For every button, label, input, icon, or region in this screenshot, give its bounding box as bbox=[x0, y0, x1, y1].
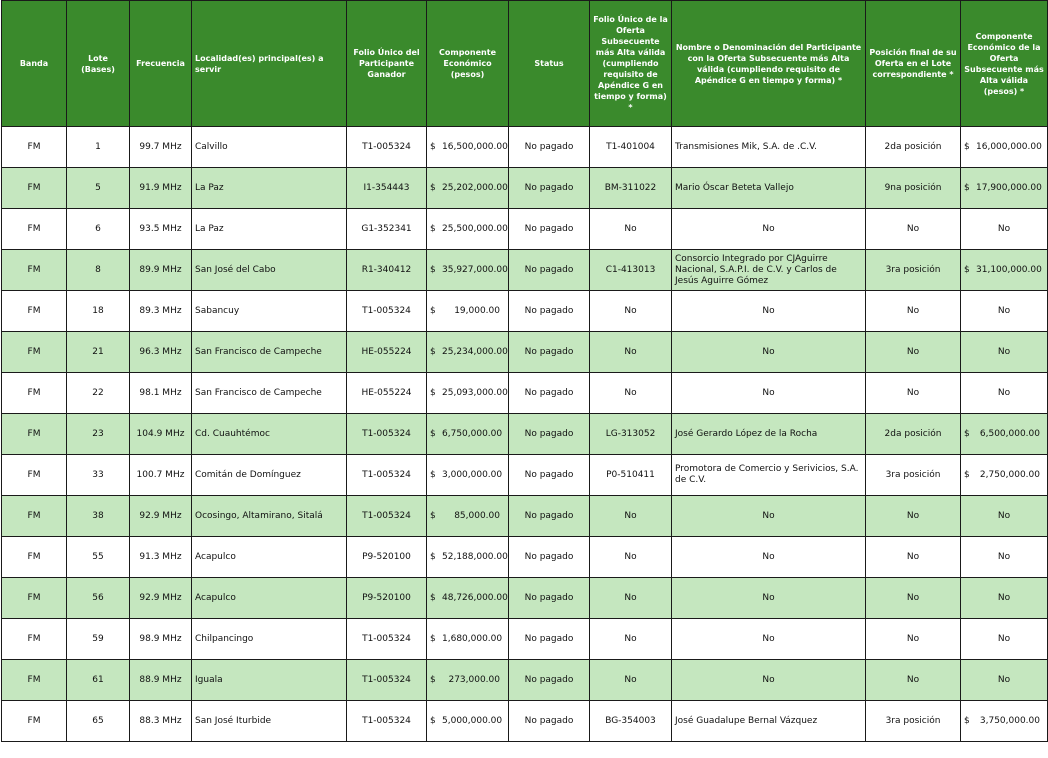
table-row bbox=[2, 168, 1048, 209]
currency-symbol: $ bbox=[964, 469, 970, 480]
cell-localidad: San Francisco de Campeche bbox=[192, 373, 347, 414]
cell-lote: 5 bbox=[67, 168, 130, 209]
cell-folio-oferta-subsecuente: No bbox=[590, 537, 672, 578]
amount-value: 6,500,000.00 bbox=[979, 428, 1040, 439]
cell-banda: FM bbox=[2, 127, 67, 168]
header-folio-ganador: Folio Único del Participante Ganador bbox=[347, 1, 427, 127]
cell-folio-ganador: P9-520100 bbox=[347, 578, 427, 619]
cell-frecuencia: 88.9 MHz bbox=[130, 660, 192, 701]
amount-value: 6,750,000.00 bbox=[442, 428, 503, 439]
cell-frecuencia: 92.9 MHz bbox=[130, 496, 192, 537]
currency-symbol: $ bbox=[430, 633, 436, 644]
cell-frecuencia: 88.3 MHz bbox=[130, 701, 192, 742]
currency-symbol: $ bbox=[430, 428, 436, 439]
cell-lote: 1 bbox=[67, 127, 130, 168]
cell-folio-ganador: P9-520100 bbox=[347, 537, 427, 578]
currency-symbol: $ bbox=[430, 387, 436, 398]
amount-value: 31,100,000.00 bbox=[976, 264, 1042, 275]
amount-value: 16,000,000.00 bbox=[976, 141, 1042, 152]
cell-frecuencia: 89.3 MHz bbox=[130, 291, 192, 332]
cell-folio-ganador: T1-005324 bbox=[347, 414, 427, 455]
header-banda: Banda bbox=[2, 1, 67, 127]
cell-folio-ganador: T1-005324 bbox=[347, 291, 427, 332]
cell-localidad: Calvillo bbox=[192, 127, 347, 168]
cell-banda: FM bbox=[2, 168, 67, 209]
cell-nombre-participante: No bbox=[672, 537, 866, 578]
cell-componente-economico bbox=[427, 578, 509, 619]
cell-lote: 23 bbox=[67, 414, 130, 455]
cell-lote: 22 bbox=[67, 373, 130, 414]
currency-symbol: $ bbox=[430, 305, 436, 316]
header-lote: Lote (Bases) bbox=[67, 1, 130, 127]
cell-lote: 38 bbox=[67, 496, 130, 537]
cell-folio-ganador: T1-005324 bbox=[347, 455, 427, 496]
cell-banda: FM bbox=[2, 701, 67, 742]
cell-status: No pagado bbox=[509, 619, 590, 660]
cell-banda: FM bbox=[2, 250, 67, 291]
currency-symbol: $ bbox=[430, 674, 436, 685]
cell-posicion-final: No bbox=[866, 619, 961, 660]
cell-banda: FM bbox=[2, 209, 67, 250]
cell-componente-economico bbox=[427, 168, 509, 209]
cell-folio-ganador: G1-352341 bbox=[347, 209, 427, 250]
cell-posicion-final: No bbox=[866, 660, 961, 701]
cell-componente-economico bbox=[427, 414, 509, 455]
cell-localidad: Cd. Cuauhtémoc bbox=[192, 414, 347, 455]
header-localidad: Localidad(es) principal(es) a servir bbox=[192, 1, 347, 127]
cell-nombre-participante: No bbox=[672, 496, 866, 537]
cell-lote: 18 bbox=[67, 291, 130, 332]
amount-value: 16,500,000.00 bbox=[442, 141, 508, 152]
cell-localidad: Comitán de Domínguez bbox=[192, 455, 347, 496]
cell-posicion-final: No bbox=[866, 291, 961, 332]
header-frecuencia: Frecuencia bbox=[130, 1, 192, 127]
cell-nombre-participante: Transmisiones Mik, S.A. de .C.V. bbox=[672, 127, 866, 168]
cell-localidad: San José Iturbide bbox=[192, 701, 347, 742]
cell-folio-ganador: HE-055224 bbox=[347, 373, 427, 414]
cell-lote: 59 bbox=[67, 619, 130, 660]
cell-frecuencia: 98.9 MHz bbox=[130, 619, 192, 660]
currency-symbol: $ bbox=[430, 223, 436, 234]
cell-nombre-participante: José Guadalupe Bernal Vázquez bbox=[672, 701, 866, 742]
cell-status: No pagado bbox=[509, 578, 590, 619]
cell-frecuencia: 93.5 MHz bbox=[130, 209, 192, 250]
cell-banda: FM bbox=[2, 455, 67, 496]
cell-componente-subsecuente bbox=[961, 168, 1048, 209]
amount-value: 2,750,000.00 bbox=[979, 469, 1040, 480]
cell-nombre-participante: No bbox=[672, 332, 866, 373]
cell-componente-subsecuente: No bbox=[961, 209, 1048, 250]
cell-lote: 65 bbox=[67, 701, 130, 742]
cell-folio-oferta-subsecuente: C1-413013 bbox=[590, 250, 672, 291]
cell-componente-subsecuente: No bbox=[961, 660, 1048, 701]
cell-localidad: San Francisco de Campeche bbox=[192, 332, 347, 373]
currency-symbol: $ bbox=[964, 264, 970, 275]
cell-lote: 55 bbox=[67, 537, 130, 578]
cell-componente-economico bbox=[427, 537, 509, 578]
cell-folio-ganador: R1-340412 bbox=[347, 250, 427, 291]
cell-status: No pagado bbox=[509, 332, 590, 373]
cell-folio-oferta-subsecuente: LG-313052 bbox=[590, 414, 672, 455]
cell-componente-subsecuente bbox=[961, 455, 1048, 496]
cell-componente-economico bbox=[427, 373, 509, 414]
table-row bbox=[2, 332, 1048, 373]
cell-posicion-final: 9na posición bbox=[866, 168, 961, 209]
cell-nombre-participante: No bbox=[672, 660, 866, 701]
cell-componente-subsecuente: No bbox=[961, 373, 1048, 414]
cell-posicion-final: 3ra posición bbox=[866, 250, 961, 291]
cell-componente-economico bbox=[427, 701, 509, 742]
table-row bbox=[2, 660, 1048, 701]
cell-status: No pagado bbox=[509, 414, 590, 455]
cell-componente-economico bbox=[427, 332, 509, 373]
cell-componente-subsecuente: No bbox=[961, 619, 1048, 660]
cell-nombre-participante: No bbox=[672, 619, 866, 660]
cell-posicion-final: 2da posición bbox=[866, 127, 961, 168]
cell-componente-economico bbox=[427, 250, 509, 291]
currency-symbol: $ bbox=[964, 715, 970, 726]
table-row bbox=[2, 701, 1048, 742]
cell-status: No pagado bbox=[509, 291, 590, 332]
cell-componente-subsecuente: No bbox=[961, 496, 1048, 537]
amount-value: 5,000,000.00 bbox=[442, 715, 503, 726]
cell-folio-oferta-subsecuente: No bbox=[590, 619, 672, 660]
table-row bbox=[2, 496, 1048, 537]
cell-posicion-final: No bbox=[866, 578, 961, 619]
cell-componente-economico bbox=[427, 291, 509, 332]
cell-nombre-participante: No bbox=[672, 291, 866, 332]
amount-value: 273,000.00 bbox=[448, 674, 500, 685]
cell-status: No pagado bbox=[509, 496, 590, 537]
cell-folio-oferta-subsecuente: No bbox=[590, 660, 672, 701]
cell-status: No pagado bbox=[509, 373, 590, 414]
cell-localidad: La Paz bbox=[192, 168, 347, 209]
cell-banda: FM bbox=[2, 660, 67, 701]
cell-frecuencia: 91.9 MHz bbox=[130, 168, 192, 209]
cell-folio-ganador: T1-005324 bbox=[347, 496, 427, 537]
currency-symbol: $ bbox=[430, 182, 436, 193]
cell-lote: 21 bbox=[67, 332, 130, 373]
amount-value: 25,202,000.00 bbox=[442, 182, 508, 193]
cell-folio-oferta-subsecuente: BG-354003 bbox=[590, 701, 672, 742]
currency-symbol: $ bbox=[964, 182, 970, 193]
currency-symbol: $ bbox=[964, 428, 970, 439]
amount-value: 17,900,000.00 bbox=[976, 182, 1042, 193]
cell-nombre-participante: José Gerardo López de la Rocha bbox=[672, 414, 866, 455]
cell-status: No pagado bbox=[509, 455, 590, 496]
cell-banda: FM bbox=[2, 537, 67, 578]
amount-value: 52,188,000.00 bbox=[442, 551, 508, 562]
cell-folio-oferta-subsecuente: No bbox=[590, 291, 672, 332]
cell-localidad: La Paz bbox=[192, 209, 347, 250]
cell-status: No pagado bbox=[509, 701, 590, 742]
cell-frecuencia: 91.3 MHz bbox=[130, 537, 192, 578]
cell-lote: 8 bbox=[67, 250, 130, 291]
cell-lote: 61 bbox=[67, 660, 130, 701]
table-row bbox=[2, 619, 1048, 660]
table-body bbox=[2, 127, 1048, 742]
header-componente-economico: Componente Económico (pesos) bbox=[427, 1, 509, 127]
cell-folio-oferta-subsecuente: P0-510411 bbox=[590, 455, 672, 496]
cell-componente-economico bbox=[427, 209, 509, 250]
amount-value: 25,234,000.00 bbox=[442, 346, 508, 357]
cell-componente-economico bbox=[427, 455, 509, 496]
cell-posicion-final: No bbox=[866, 537, 961, 578]
cell-componente-subsecuente bbox=[961, 250, 1048, 291]
cell-folio-oferta-subsecuente: No bbox=[590, 209, 672, 250]
cell-folio-ganador: HE-055224 bbox=[347, 332, 427, 373]
cell-folio-oferta-subsecuente: No bbox=[590, 578, 672, 619]
cell-componente-subsecuente: No bbox=[961, 578, 1048, 619]
cell-componente-subsecuente: No bbox=[961, 537, 1048, 578]
cell-posicion-final: No bbox=[866, 373, 961, 414]
cell-frecuencia: 104.9 MHz bbox=[130, 414, 192, 455]
cell-localidad: San José del Cabo bbox=[192, 250, 347, 291]
table-row bbox=[2, 250, 1048, 291]
table-row bbox=[2, 291, 1048, 332]
cell-posicion-final: 3ra posición bbox=[866, 455, 961, 496]
cell-localidad: Chilpancingo bbox=[192, 619, 347, 660]
header-nombre-participante: Nombre o Denominación del Participante con la Oferta Subsecuente más Alta válida (cumpliendo requisito de Apéndice G en tiempo y forma) * bbox=[672, 1, 866, 127]
cell-status: No pagado bbox=[509, 209, 590, 250]
cell-nombre-participante: No bbox=[672, 373, 866, 414]
table-row bbox=[2, 209, 1048, 250]
currency-symbol: $ bbox=[430, 264, 436, 275]
cell-folio-oferta-subsecuente: No bbox=[590, 332, 672, 373]
table-row bbox=[2, 127, 1048, 168]
cell-frecuencia: 98.1 MHz bbox=[130, 373, 192, 414]
cell-posicion-final: 2da posición bbox=[866, 414, 961, 455]
cell-componente-economico bbox=[427, 619, 509, 660]
results-table bbox=[1, 0, 1048, 742]
cell-nombre-participante: Mario Óscar Beteta Vallejo bbox=[672, 168, 866, 209]
cell-banda: FM bbox=[2, 332, 67, 373]
cell-banda: FM bbox=[2, 496, 67, 537]
cell-banda: FM bbox=[2, 619, 67, 660]
header-componente-subsecuente: Componente Económico de la Oferta Subsecuente más Alta válida (pesos) * bbox=[961, 1, 1048, 127]
currency-symbol: $ bbox=[430, 141, 436, 152]
cell-folio-oferta-subsecuente: No bbox=[590, 373, 672, 414]
cell-status: No pagado bbox=[509, 250, 590, 291]
table-row bbox=[2, 455, 1048, 496]
cell-banda: FM bbox=[2, 291, 67, 332]
cell-posicion-final: No bbox=[866, 332, 961, 373]
cell-componente-economico bbox=[427, 127, 509, 168]
currency-symbol: $ bbox=[430, 346, 436, 357]
amount-value: 35,927,000.00 bbox=[442, 264, 508, 275]
cell-localidad: Iguala bbox=[192, 660, 347, 701]
cell-nombre-participante: No bbox=[672, 578, 866, 619]
cell-frecuencia: 99.7 MHz bbox=[130, 127, 192, 168]
cell-localidad: Ocosingo, Altamirano, Sitalá bbox=[192, 496, 347, 537]
cell-nombre-participante: Consorcio Integrado por CJAguirre Nacional, S.A.P.I. de C.V. y Carlos de Jesús Aguirre Gómez bbox=[672, 250, 866, 291]
cell-status: No pagado bbox=[509, 537, 590, 578]
cell-banda: FM bbox=[2, 578, 67, 619]
cell-componente-subsecuente: No bbox=[961, 291, 1048, 332]
cell-componente-subsecuente bbox=[961, 414, 1048, 455]
table-row bbox=[2, 578, 1048, 619]
amount-value: 25,500,000.00 bbox=[442, 223, 508, 234]
cell-posicion-final: 3ra posición bbox=[866, 701, 961, 742]
amount-value: 85,000.00 bbox=[454, 510, 500, 521]
cell-localidad: Sabancuy bbox=[192, 291, 347, 332]
cell-localidad: Acapulco bbox=[192, 537, 347, 578]
cell-folio-ganador: I1-354443 bbox=[347, 168, 427, 209]
amount-value: 3,750,000.00 bbox=[979, 715, 1040, 726]
cell-localidad: Acapulco bbox=[192, 578, 347, 619]
cell-folio-ganador: T1-005324 bbox=[347, 619, 427, 660]
cell-lote: 56 bbox=[67, 578, 130, 619]
currency-symbol: $ bbox=[430, 592, 436, 603]
cell-folio-ganador: T1-005324 bbox=[347, 660, 427, 701]
cell-folio-oferta-subsecuente: No bbox=[590, 496, 672, 537]
cell-lote: 6 bbox=[67, 209, 130, 250]
currency-symbol: $ bbox=[430, 551, 436, 562]
cell-status: No pagado bbox=[509, 127, 590, 168]
cell-frecuencia: 89.9 MHz bbox=[130, 250, 192, 291]
table-row bbox=[2, 414, 1048, 455]
currency-symbol: $ bbox=[430, 469, 436, 480]
cell-componente-economico bbox=[427, 496, 509, 537]
header-folio-oferta-subsecuente: Folio Único de la Oferta Subsecuente más Alta válida (cumpliendo requisito de Apéndice G en tiempo y forma) * bbox=[590, 1, 672, 127]
cell-posicion-final: No bbox=[866, 496, 961, 537]
cell-componente-subsecuente bbox=[961, 701, 1048, 742]
amount-value: 25,093,000.00 bbox=[442, 387, 508, 398]
cell-nombre-participante: Promotora de Comercio y Serivicios, S.A. de C.V. bbox=[672, 455, 866, 496]
amount-value: 3,000,000.00 bbox=[442, 469, 503, 480]
cell-posicion-final: No bbox=[866, 209, 961, 250]
cell-componente-subsecuente bbox=[961, 127, 1048, 168]
cell-banda: FM bbox=[2, 373, 67, 414]
cell-componente-economico bbox=[427, 660, 509, 701]
currency-symbol: $ bbox=[964, 141, 970, 152]
currency-symbol: $ bbox=[430, 510, 436, 521]
cell-banda: FM bbox=[2, 414, 67, 455]
cell-frecuencia: 100.7 MHz bbox=[130, 455, 192, 496]
table-row bbox=[2, 373, 1048, 414]
currency-symbol: $ bbox=[430, 715, 436, 726]
header-row bbox=[2, 1, 1048, 127]
cell-frecuencia: 92.9 MHz bbox=[130, 578, 192, 619]
header-status: Status bbox=[509, 1, 590, 127]
cell-lote: 33 bbox=[67, 455, 130, 496]
cell-status: No pagado bbox=[509, 168, 590, 209]
cell-folio-oferta-subsecuente: BM-311022 bbox=[590, 168, 672, 209]
cell-folio-ganador: T1-005324 bbox=[347, 701, 427, 742]
cell-folio-oferta-subsecuente: T1-401004 bbox=[590, 127, 672, 168]
amount-value: 1,680,000.00 bbox=[442, 633, 503, 644]
amount-value: 19,000.00 bbox=[454, 305, 500, 316]
amount-value: 48,726,000.00 bbox=[442, 592, 508, 603]
cell-nombre-participante: No bbox=[672, 209, 866, 250]
cell-componente-subsecuente: No bbox=[961, 332, 1048, 373]
table-row bbox=[2, 537, 1048, 578]
cell-folio-ganador: T1-005324 bbox=[347, 127, 427, 168]
cell-status: No pagado bbox=[509, 660, 590, 701]
header-posicion-final: Posición final de su Oferta en el Lote correspondiente * bbox=[866, 1, 961, 127]
cell-frecuencia: 96.3 MHz bbox=[130, 332, 192, 373]
